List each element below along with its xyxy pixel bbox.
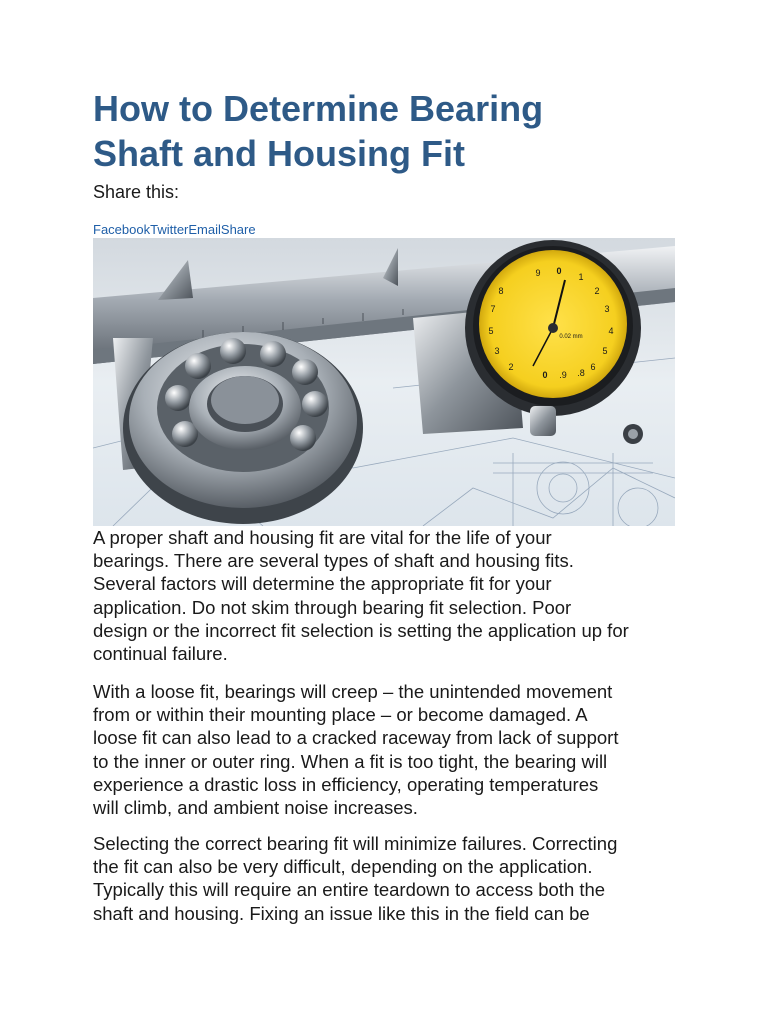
page-title <box>93 86 683 176</box>
paragraph <box>93 680 683 819</box>
title-line-1: How to Determine Bearing <box>93 88 544 129</box>
paragraph <box>93 526 683 665</box>
gauge-number: 7 <box>490 304 496 314</box>
gauge-number: 9 <box>535 268 541 278</box>
share-link[interactable]: Share <box>220 222 256 237</box>
paragraph-line: Several factors will determine the appropriate fit for your <box>93 573 552 595</box>
title-line-2: Shaft and Housing Fit <box>93 133 465 174</box>
paragraph-line: experience a drastic loss in efficiency, operating temperatures <box>93 773 599 795</box>
share-label: Share this: <box>93 182 180 202</box>
gauge-number: 2 <box>594 286 600 296</box>
paragraph-line: application. Do not skim through bearing fit selection. Poor <box>93 596 572 618</box>
paragraph-line: Selecting the correct bearing fit will minimize failures. Correcting <box>93 833 618 854</box>
gauge-number: 5 <box>488 326 494 336</box>
email-share-link[interactable]: Email <box>188 222 221 237</box>
gauge-number: 5 <box>602 346 608 356</box>
gauge-number: 2 <box>508 362 514 372</box>
gauge-number: .8 <box>577 368 585 378</box>
gauge-number: 6 <box>590 362 596 372</box>
paragraph-line: loose fit can also lead to a cracked raceway from lack of support <box>93 727 619 749</box>
paragraph-line: will climb, and ambient noise increases. <box>93 797 418 819</box>
gauge-number: 3 <box>494 346 500 356</box>
hero-image <box>93 238 675 526</box>
share-links <box>93 221 256 239</box>
twitter-share-link[interactable]: Twitter <box>150 222 189 237</box>
paragraph <box>93 832 683 925</box>
paragraph-line: bearings. There are several types of shaft and housing fits. <box>93 550 574 572</box>
gauge-number: 0 <box>556 266 562 276</box>
paragraph-line: the fit can also be very difficult, depending on the application. <box>93 856 593 878</box>
paragraph-line: design or the incorrect fit selection is setting the application up for <box>93 619 629 641</box>
gauge-number: 8 <box>498 286 504 296</box>
gauge-unit: 0.02 mm <box>559 334 583 340</box>
facebook-share-link[interactable]: Facebook <box>93 222 151 237</box>
paragraph-line: A proper shaft and housing fit are vital for the life of your <box>93 527 552 548</box>
gauge-number: .9 <box>559 370 567 380</box>
paragraph-line: to the inner or outer ring. When a fit is too tight, the bearing will <box>93 750 608 772</box>
paragraph-line: Typically this will require an entire teardown to access both the <box>93 879 606 901</box>
gauge-number: 1 <box>578 272 584 282</box>
paragraph-line: from or within their mounting place – or become damaged. A <box>93 704 588 726</box>
gauge-number: 0 <box>542 370 548 380</box>
gauge-number: 4 <box>608 326 614 336</box>
gauge-number: 3 <box>604 304 610 314</box>
paragraph-line: continual failure. <box>93 643 228 665</box>
paragraph-line: With a loose fit, bearings will creep – the unintended movement <box>93 681 613 702</box>
paragraph-line: shaft and housing. Fixing an issue like this in the field can be <box>93 902 590 924</box>
